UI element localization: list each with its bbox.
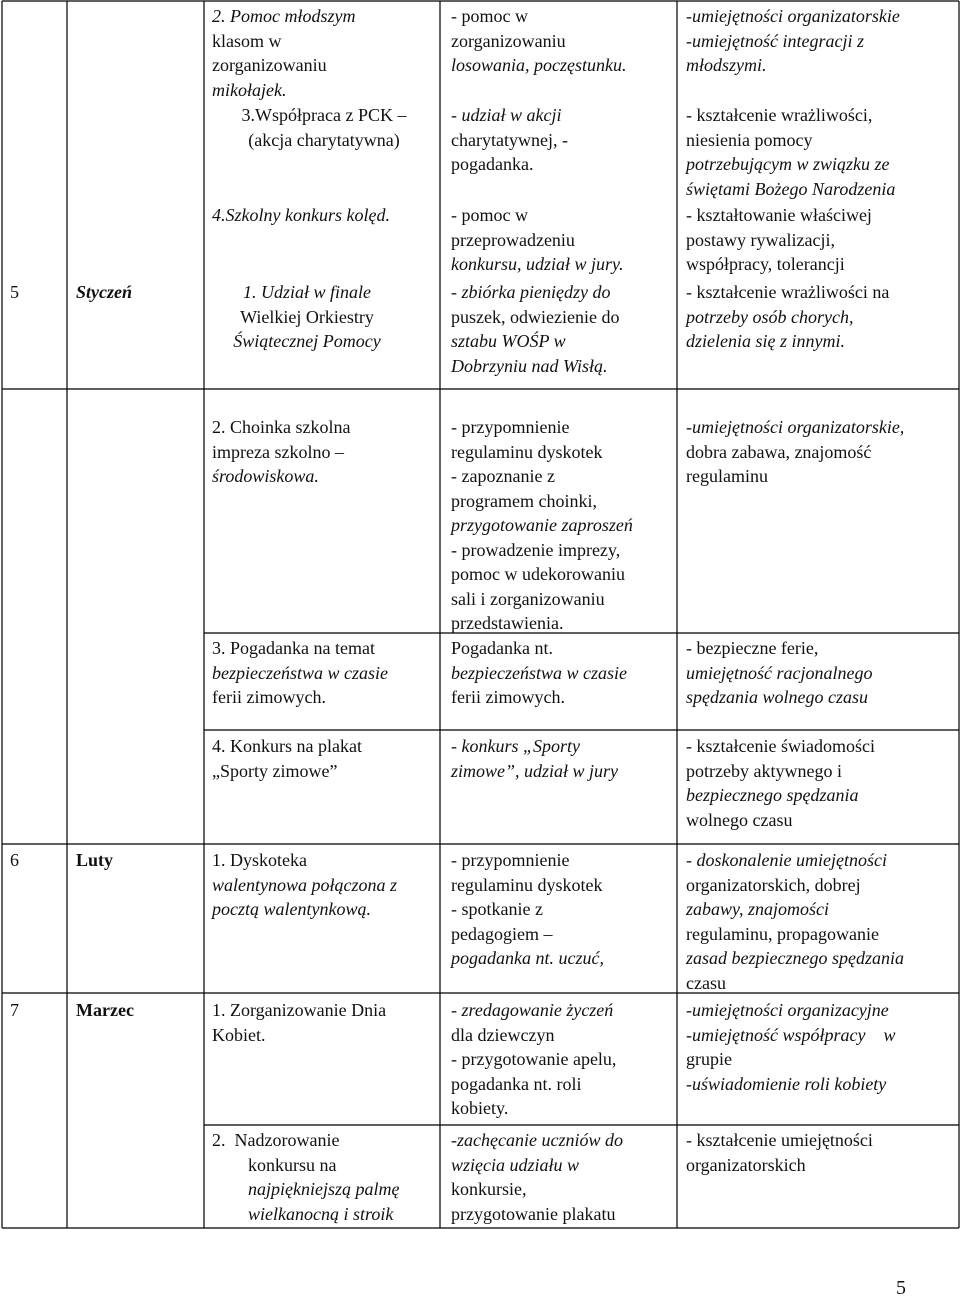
r5-activity-line-3: środowiskowa. [212,466,319,486]
r10-outcome-line-2: organizatorskich [686,1154,806,1175]
r4-method-line-4: Dobrzyniu nad Wisłą. [451,355,608,376]
r5-outcome-line-3: regulaminu [686,466,768,486]
r5-activity-line-1: 2. Choinka szkolna [212,417,351,437]
r9-method-line-5: kobiety. [451,1098,509,1118]
r3-method [451,203,624,277]
r10-activity-line-2: konkursu na [248,1154,337,1175]
r6-outcome-line-3: spędzania wolnego czasu [686,687,868,707]
r3-outcome-line-3: współpracy, tolerancji [686,254,845,274]
r6-method [451,636,627,710]
r8-month: Luty [76,850,114,870]
r6-activity-line-1: 3. Pogadanka na temat [212,638,375,658]
r7-outcome-line-4: wolnego czasu [686,809,793,830]
r1-outcome [686,4,900,78]
r9-outcome-line-1: -umiejętności organizacyjne [686,1000,889,1020]
r8-outcome-line-1: - doskonalenie umiejętności [686,850,887,870]
r6-outcome [686,636,872,710]
r1-method [451,4,627,78]
r9-activity-line-1: 1. Zorganizowanie Dnia [212,1000,387,1020]
r1-outcome-line-1: -umiejętności organizatorskie [686,6,900,26]
r9-activity [212,998,386,1047]
r4-method-line-2: puszek, odwiezienie do [451,306,620,327]
r1-method-line-2: zorganizowaniu [451,30,566,51]
r5-method-line-9: przedstawienia. [451,613,564,633]
r1-method-line-1: - pomoc w [451,6,528,26]
r8-method [451,848,604,971]
r10-method-line-3: konkursie, [451,1179,527,1199]
r3-method-line-2: przeprowadzeniu [451,229,575,250]
r6-activity [212,636,388,710]
r10-method-line-1: -zachęcanie uczniów do [451,1130,623,1150]
r2-activity-line-1: 3.Współpraca z PCK – [241,105,407,125]
r5-method-line-4: programem choinki, [451,490,597,511]
r2-outcome-line-3: potrzebującym w związku ze [686,154,890,174]
r10-outcome [686,1128,873,1177]
r4-method-line-3: sztabu WOŚP w [451,331,566,351]
r6-method-line-3: ferii zimowych. [451,687,565,707]
r9-outcome-line-2: -umiejętność współpracy w [686,1024,896,1045]
r8-method-line-1: - przypomnienie [451,850,570,870]
r8-activity-line-3: pocztą walentynkową. [212,899,371,919]
r2-method-line-3: pogadanka. [451,154,534,174]
r5-activity-line-2: impreza szkolno – [212,441,344,462]
r6-activity-line-2: bezpieczeństwa w czasie [212,662,388,683]
r4-outcome-line-3: dzielenia się z innymi. [686,331,845,351]
r8-method-line-2: regulaminu dyskotek [451,874,603,895]
r2-activity [221,103,427,152]
r3-outcome-line-2: postawy rywalizacji, [686,229,835,250]
r4-activity-line-3: Świątecznej Pomocy [233,331,381,351]
r5-method-line-2: regulaminu dyskotek [451,441,603,462]
r9-method-line-2: dla dziewczyn [451,1024,555,1045]
r4-outcome [686,280,889,354]
r8-outcome-line-2: organizatorskich, dobrej [686,874,861,895]
r9-outcome [686,998,895,1096]
r10-method [451,1128,623,1226]
r1-activity [212,4,355,102]
r7-method [451,734,618,783]
r3-method-line-1: - pomoc w [451,205,528,225]
r8-activity-line-2: walentynowa połączona z [212,874,397,895]
r10-activity [212,1128,434,1226]
r5-method-line-6: - prowadzenie imprezy, [451,539,621,560]
r1-outcome-line-3: młodszymi. [686,55,767,75]
r2-outcome-line-2: niesienia pomocy [686,129,813,150]
r10-method-line-2: wzięcia udziału w [451,1154,580,1175]
r8-outcome-line-5: zasad bezpiecznego spędzania [686,948,904,968]
r4-outcome-line-2: potrzeby osób chorych, [686,306,854,327]
r6-method-line-1: Pogadanka nt. [451,638,553,658]
r2-method-line-1: - udział w akcji [451,105,562,125]
r9-method-line-3: - przygotowanie apelu, [451,1049,617,1069]
r2-outcome [686,103,895,201]
r8-outcome [686,848,904,995]
r6-outcome-line-2: umiejętność racjonalnego [686,662,873,683]
r7-outcome-line-1: - kształcenie świadomości [686,736,875,756]
r5-activity [212,415,350,489]
r3-method-line-3: konkursu, udział w jury. [451,254,624,274]
r7-outcome-line-3: bezpiecznego spędzania [686,785,859,805]
r2-outcome-line-1: - kształcenie wrażliwości, [686,105,873,125]
r1-outcome-line-2: -umiejętność integracji z [686,30,864,51]
r4-activity [212,280,402,354]
r8-outcome-line-6: czasu [686,972,726,993]
r1-activity-line-4: mikołajek. [212,79,287,100]
r8-outcome-line-4: regulaminu, propagowanie [686,923,879,944]
r7-outcome [686,734,875,832]
r9-activity-line-2: Kobiet. [212,1024,266,1045]
r7-method-line-2: zimowe”, udział w jury [451,760,619,781]
r8-method-line-3: - spotkanie z [451,899,543,919]
r5-method [451,415,633,636]
r5-outcome-line-2: dobra zabawa, znajomość [686,441,872,462]
r8-activity [212,848,397,922]
r9-number: 7 [10,1000,19,1020]
r2-activity-line-2: (akcja charytatywna) [248,129,400,150]
r7-activity-line-2: „Sporty zimowe” [212,760,338,781]
r3-outcome [686,203,872,277]
r6-activity-line-3: ferii zimowych. [212,687,326,707]
r9-outcome-line-3: grupie [686,1049,732,1069]
r5-method-line-5: przygotowanie zaproszeń [451,515,633,535]
r8-number: 6 [10,850,19,870]
r5-outcome-line-1: -umiejętności organizatorskie, [686,417,905,437]
r8-method-line-5: pogadanka nt. uczuć, [451,948,604,968]
r10-activity-line-4: wielkanocną i stroik [248,1203,394,1224]
r8-outcome-line-3: zabawy, znajomości [686,899,830,919]
r5-outcome [686,415,904,489]
r4-month: Styczeń [76,282,132,302]
r3-activity [212,203,390,228]
r10-activity-line-3: najpiękniejszą palmę [248,1179,400,1199]
r9-method-line-1: - zredagowanie życzeń [451,1000,614,1020]
r9-method [451,998,616,1121]
r10-activity-line-1: 2. Nadzorowanie [212,1130,340,1150]
r2-method [451,103,568,177]
r6-outcome-line-1: - bezpieczne ferie, [686,638,819,658]
r7-activity-line-1: 4. Konkurs na plakat [212,736,362,756]
r9-month: Marzec [76,1000,134,1020]
r9-method-line-4: pogadanka nt. roli [451,1073,582,1094]
r10-method-line-4: przygotowanie plakatu [451,1203,616,1224]
r9-outcome-line-4: -uświadomienie roli kobiety [686,1073,887,1094]
r4-activity-line-2: Wielkiej Orkiestry [240,306,374,327]
r1-activity-line-2: klasom w [212,30,282,51]
r8-activity-line-1: 1. Dyskoteka [212,850,307,870]
r3-outcome-line-1: - kształtowanie właściwej [686,205,872,225]
r5-method-line-7: pomoc w udekorowaniu [451,564,625,584]
r7-activity [212,734,362,783]
page-number: 5 [896,1277,906,1299]
r1-activity-line-1: 2. Pomoc młodszym [212,6,356,26]
r7-outcome-line-2: potrzeby aktywnego i [686,760,842,781]
r5-method-line-8: sali i zorganizowaniu [451,588,605,609]
r10-outcome-line-1: - kształcenie umiejętności [686,1130,873,1150]
r1-method-line-3: losowania, poczęstunku. [451,55,627,75]
r8-method-line-4: pedagogiem – [451,923,553,944]
r4-number: 5 [10,282,19,302]
r2-method-line-2: charytatywnej, - [451,129,568,150]
r2-outcome-line-4: świętami Bożego Narodzenia [686,178,896,199]
r4-method [451,280,619,378]
r4-activity-line-1: 1. Udział w finale [242,282,371,302]
r1-activity-line-3: zorganizowaniu [212,55,327,75]
r4-outcome-line-1: - kształcenie wrażliwości na [686,282,890,302]
r4-method-line-1: - zbiórka pieniędzy do [451,282,611,302]
r7-method-line-1: - konkurs „Sporty [451,736,580,756]
r5-method-line-1: - przypomnienie [451,417,570,437]
r6-method-line-2: bezpieczeństwa w czasie [451,662,627,683]
r3-activity-line-1: 4.Szkolny konkurs kolęd. [212,205,390,225]
r5-method-line-3: - zapoznanie z [451,466,555,486]
